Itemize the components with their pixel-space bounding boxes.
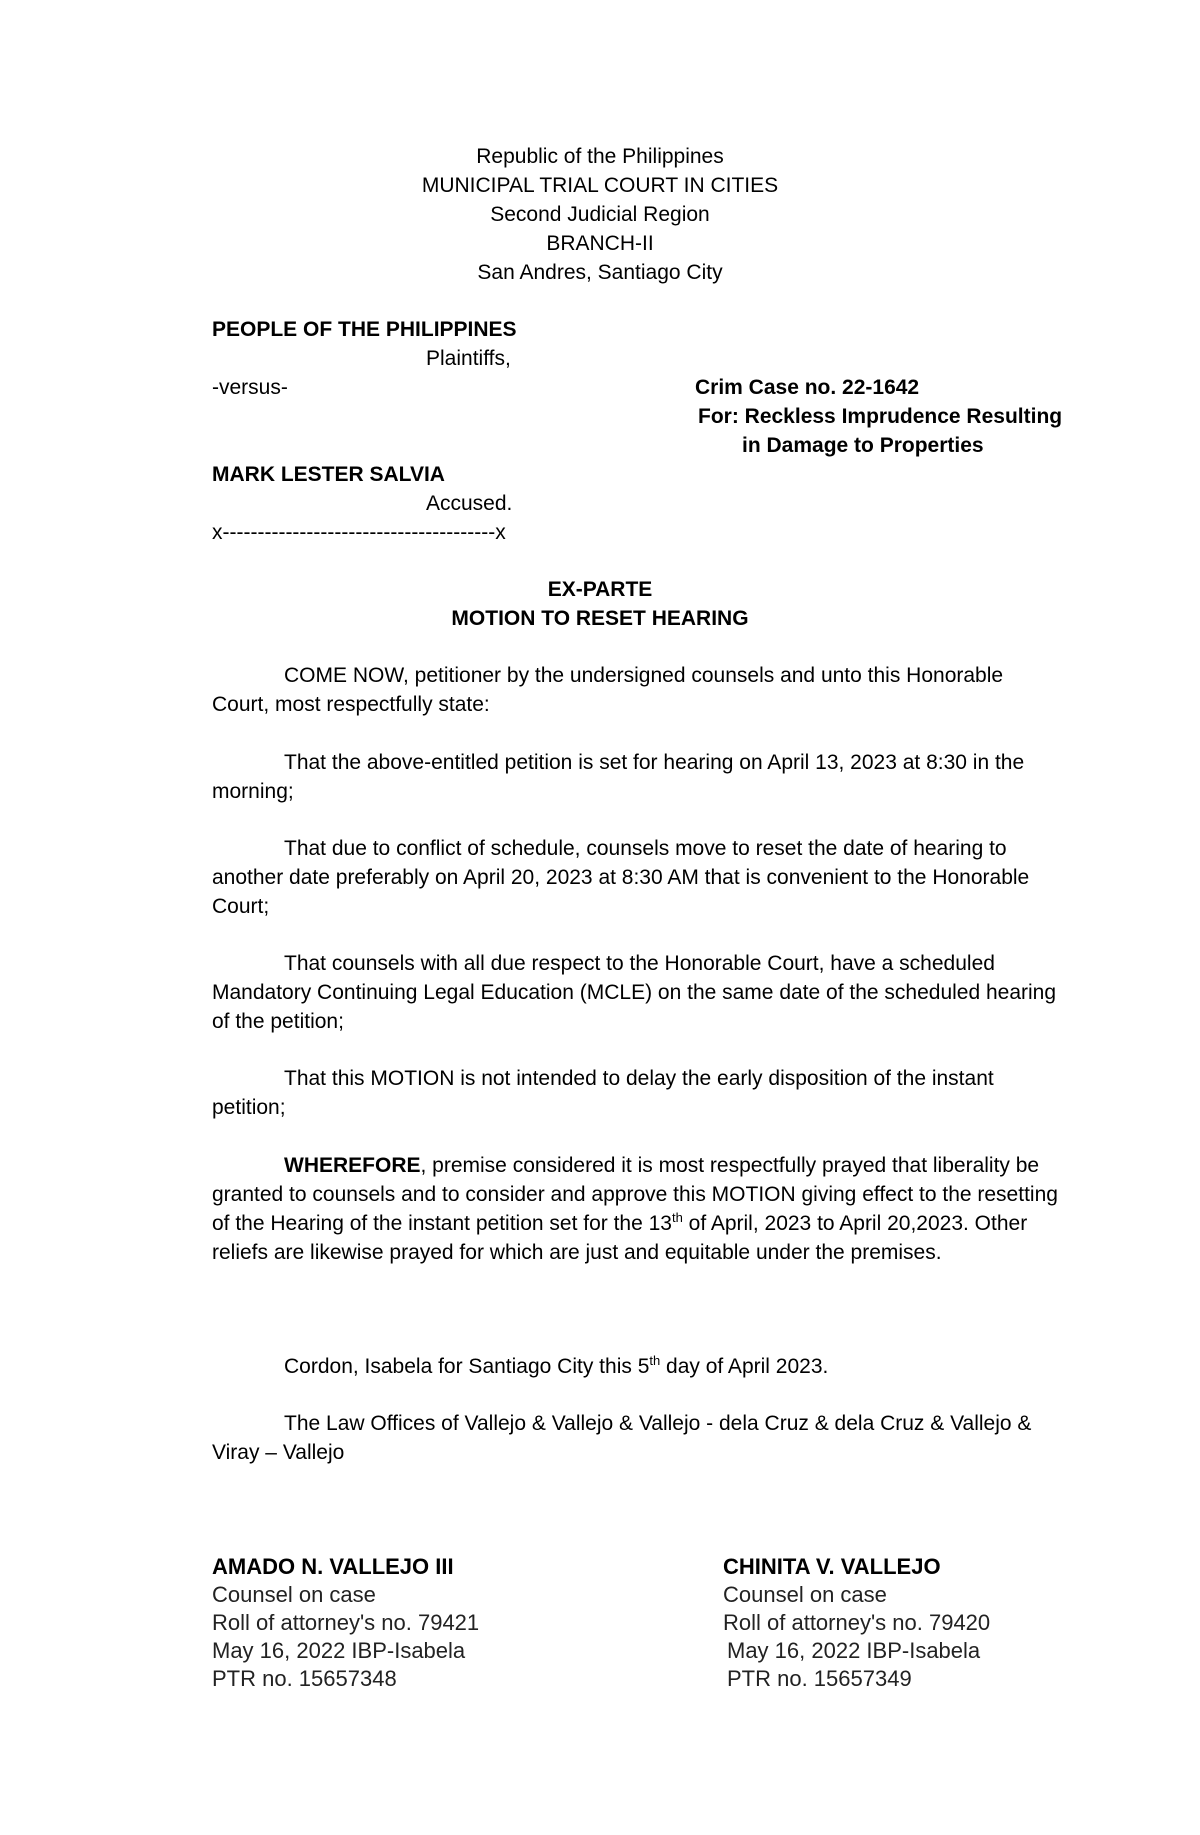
paragraph-wherefore — [212, 1151, 1062, 1267]
law-offices-text: The Law Offices of Vallejo & Vallejo & Vallejo - dela Cruz & dela Cruz & Vallejo & Viray – Vallejo — [212, 1412, 1032, 1464]
signatory-block-2 — [723, 1553, 990, 1693]
court-header-location: San Andres, Santiago City — [477, 261, 723, 284]
paragraph-conflict-text: That due to conflict of schedule, counsels move to reset the date of hearing to another date preferably on April 20, 2023 at 8:30 AM that is convenient to the Honorable Court; — [212, 837, 1030, 918]
signatory-role: Counsel on case — [723, 1582, 887, 1607]
paragraph-not-delay — [212, 1064, 1062, 1122]
paragraph-mcle-text: That counsels with all due respect to the Honorable Court, have a scheduled Mandatory Continuing Legal Education (MCLE) on the same date of the scheduled hearing of the petition; — [212, 952, 1057, 1033]
signatory-name: CHINITA V. VALLEJO — [723, 1554, 941, 1579]
signatory-ptr: PTR no. 15657348 — [212, 1666, 397, 1691]
paragraph-mcle — [212, 949, 1062, 1036]
paragraph-come-now — [212, 661, 1062, 719]
signatory-role: Counsel on case — [212, 1582, 376, 1607]
paragraph-conflict — [212, 834, 1062, 921]
paragraph-come-now-text: COME NOW, petitioner by the undersigned counsels and unto this Honorable Court, most respectfully state: — [212, 664, 1004, 716]
court-header-region: Second Judicial Region — [490, 203, 710, 226]
signatory-ibp: May 16, 2022 IBP-Isabela — [212, 1638, 466, 1663]
signatory-ibp: May 16, 2022 IBP-Isabela — [727, 1638, 981, 1663]
signatory-ptr: PTR no. 15657349 — [727, 1666, 912, 1691]
paragraph-place-date — [212, 1352, 1062, 1381]
plaintiff-role: Plaintiffs, — [426, 347, 511, 370]
signatory-block-1 — [212, 1553, 479, 1693]
accused-role: Accused. — [426, 492, 513, 515]
title-ex-parte: EX-PARTE — [547, 578, 653, 601]
case-number: Crim Case no. 22-1642 — [695, 376, 920, 399]
case-offense-line2: in Damage to Properties — [742, 434, 984, 457]
versus-label: -versus- — [212, 376, 288, 399]
title-motion: MOTION TO RESET HEARING — [451, 607, 749, 630]
signatory-name: AMADO N. VALLEJO III — [212, 1554, 454, 1579]
signatory-roll-number: Roll of attorney's no. 79421 — [212, 1610, 480, 1635]
place-date-text-a: Cordon, Isabela for Santiago City this 5 — [284, 1355, 650, 1378]
court-header-republic: Republic of the Philippines — [476, 145, 724, 168]
wherefore-keyword: WHEREFORE — [284, 1154, 421, 1177]
wherefore-text-b: of April, 2023 to April 20,2023. Other reliefs are likewise prayed for which are just and equitable under the premises. — [212, 1212, 1028, 1264]
court-header-branch: BRANCH-II — [546, 232, 654, 255]
case-offense-line1: For: Reckless Imprudence Resulting — [698, 405, 1063, 428]
court-header-court: MUNICIPAL TRIAL COURT IN CITIES — [421, 174, 779, 197]
paragraph-not-delay-text: That this MOTION is not intended to delay the early disposition of the instant petition; — [212, 1067, 994, 1119]
paragraph-law-offices — [212, 1409, 1062, 1467]
caption-separator: x---------------------------------------x — [212, 521, 506, 544]
plaintiff-name: PEOPLE OF THE PHILIPPINES — [212, 318, 517, 341]
place-date-superscript: th — [649, 1353, 661, 1368]
accused-name: MARK LESTER SALVIA — [212, 463, 445, 486]
paragraph-hearing-date — [212, 748, 1062, 806]
wherefore-text-a: , premise considered it is most respectfully prayed that liberality be granted to counsels and to consider and approve this MOTION giving effect to the resetting of the Hearing of the instant petition set for the 13 — [212, 1154, 1058, 1235]
signatory-roll-number: Roll of attorney's no. 79420 — [723, 1610, 991, 1635]
place-date-text-b: day of April 2023. — [660, 1355, 829, 1378]
paragraph-hearing-date-text: That the above-entitled petition is set for hearing on April 13, 2023 at 8:30 in the morning; — [212, 751, 1025, 803]
wherefore-superscript: th — [671, 1210, 683, 1225]
